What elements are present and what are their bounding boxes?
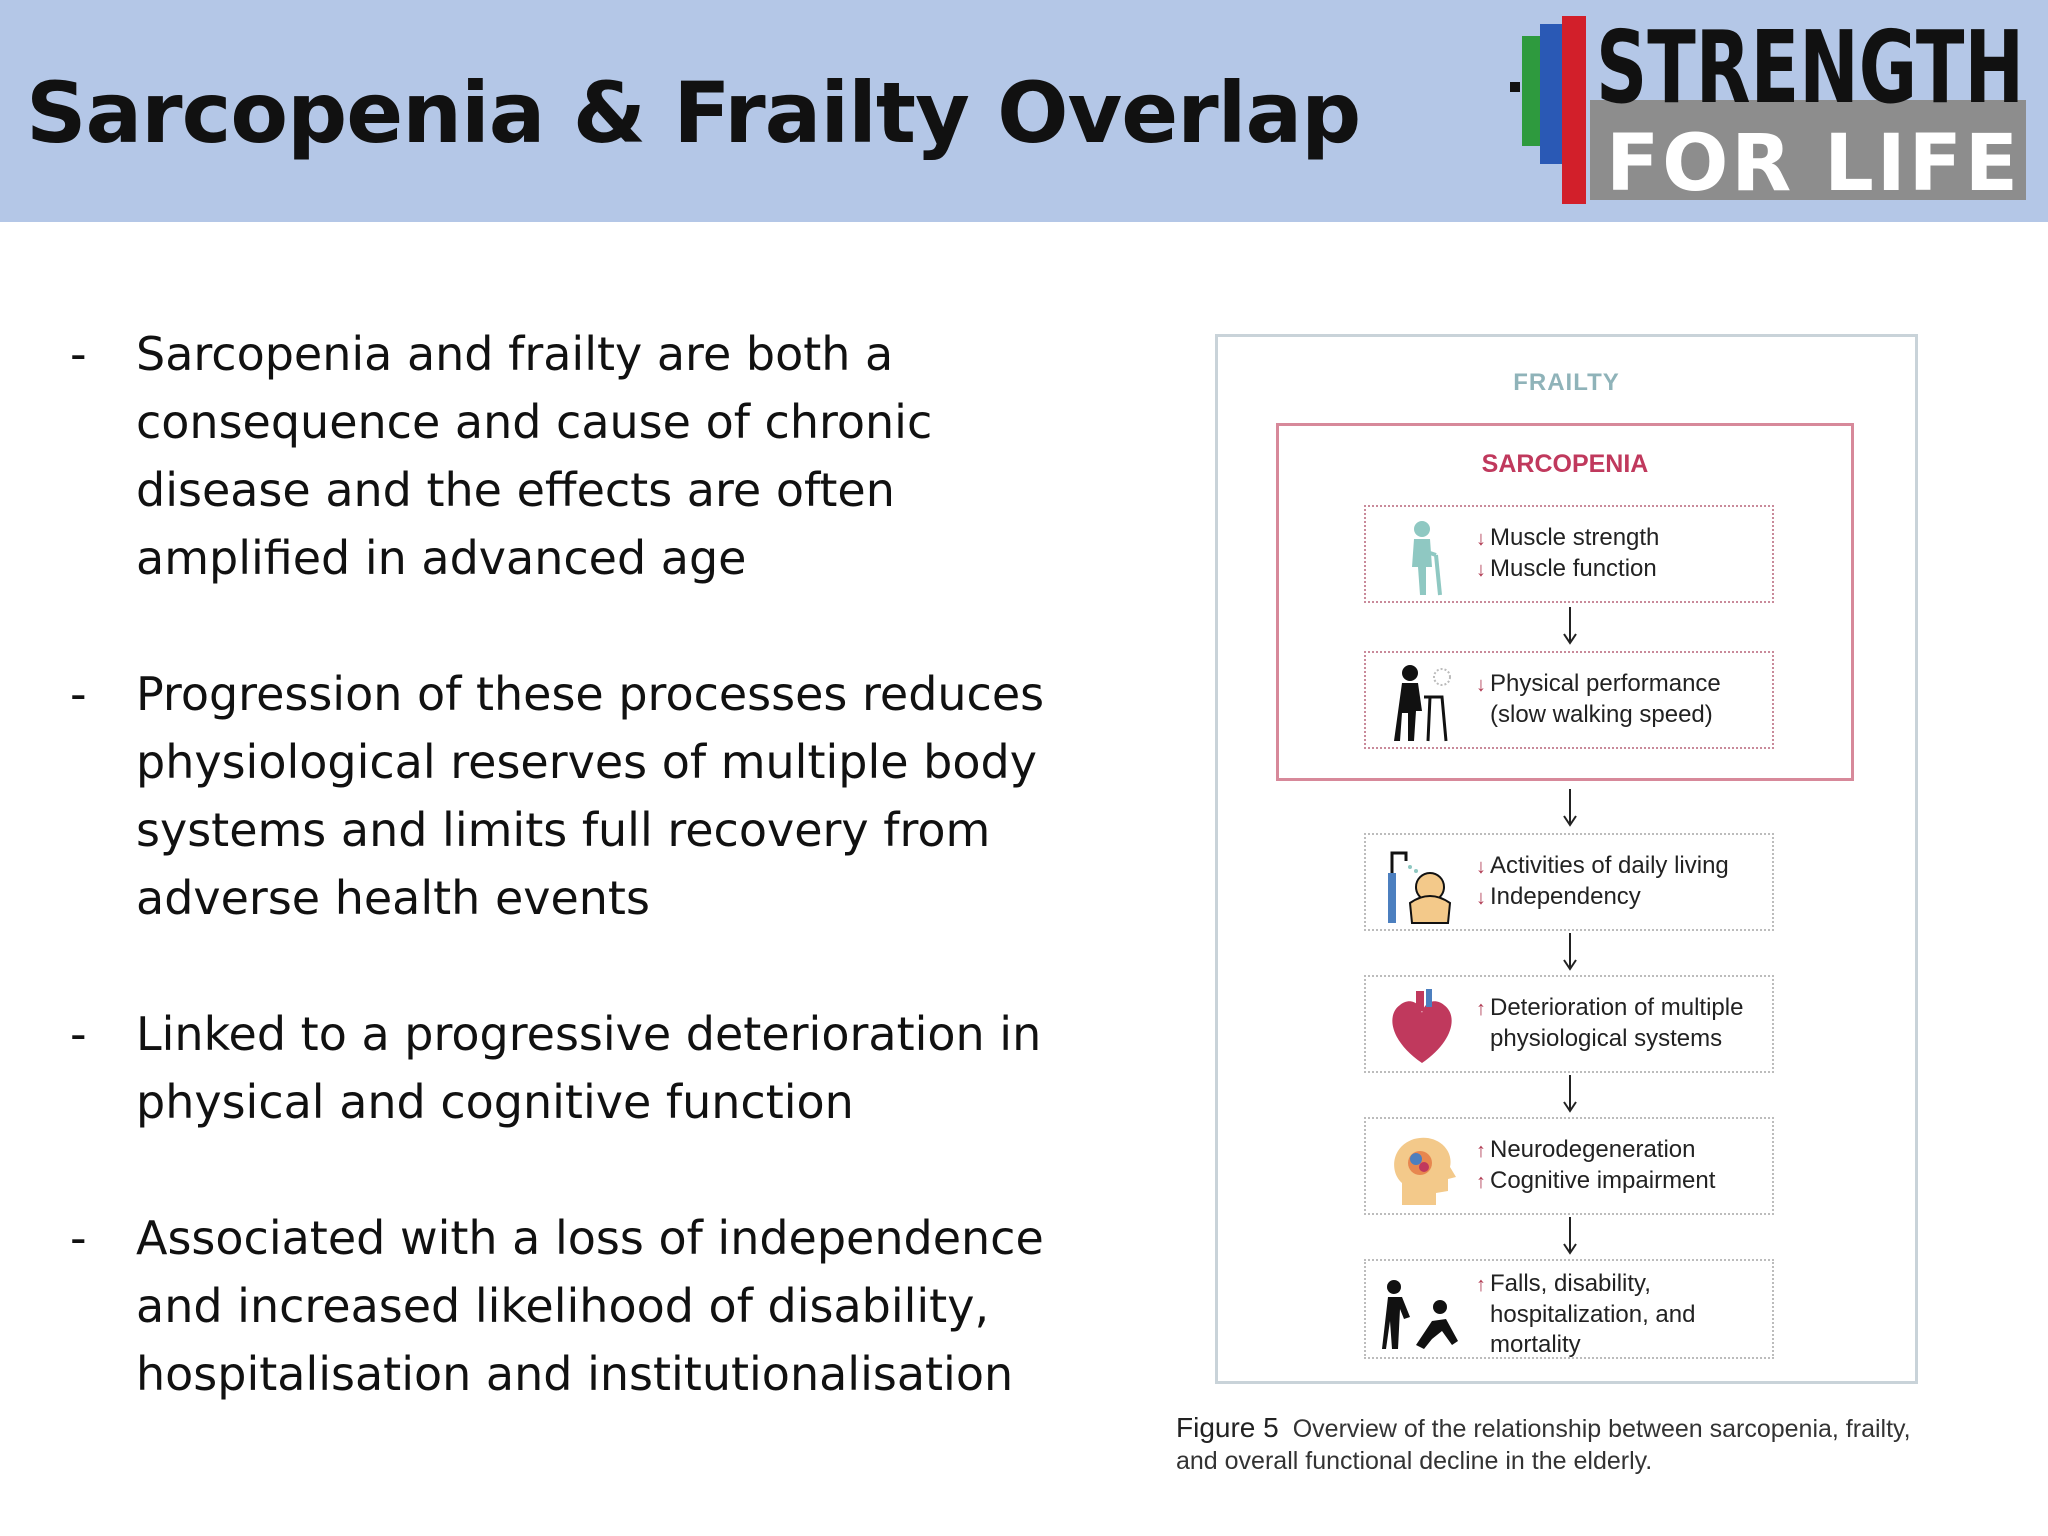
up-arrow-icon: ↑ [1476, 1140, 1486, 1162]
frailty-label: FRAILTY [1513, 369, 1620, 396]
step-line-text: Deterioration of multiple [1490, 994, 1744, 1021]
step-text [1476, 1269, 1772, 1360]
down-arrow-icon: ↓ [1476, 559, 1486, 581]
bullet-item [70, 1000, 1070, 1136]
flow-arrow-icon [1562, 933, 1578, 971]
step-line-text: Activities of daily living [1490, 852, 1729, 879]
step-text [1476, 669, 1772, 730]
down-arrow-icon: ↓ [1476, 887, 1486, 909]
caption-text: Overview of the relationship between sarcopenia, frailty, and overall functional decline in the elderly. [1176, 1415, 1911, 1475]
step-cognitive [1364, 1117, 1774, 1215]
bullet-list [70, 320, 1070, 1476]
step-line [1476, 700, 1772, 730]
caption-label: Figure 5 [1176, 1412, 1279, 1443]
flow-arrow-icon [1562, 789, 1578, 827]
step-line-text: mortality [1490, 1331, 1581, 1358]
step-line [1476, 851, 1772, 882]
step-line-text: physiological systems [1490, 1025, 1723, 1052]
step-line [1476, 1024, 1772, 1054]
bullet-text: Sarcopenia and frailty are both a consequence and cause of chronic disease and the effects are often amplified in advanced age [136, 327, 933, 585]
step-physical-performance [1364, 651, 1774, 749]
figure-caption [1176, 1412, 1956, 1477]
step-line [1476, 1135, 1772, 1166]
step-text [1476, 851, 1772, 913]
logo-strength-text: STRENGTH [1596, 14, 2024, 126]
walker-icon [1380, 661, 1464, 745]
down-arrow-icon: ↓ [1476, 856, 1486, 878]
step-line [1476, 554, 1772, 585]
flow-arrow-icon [1562, 1217, 1578, 1255]
step-line [1476, 1300, 1772, 1330]
step-text [1476, 1135, 1772, 1197]
step-line-text: Muscle strength [1490, 524, 1660, 551]
step-muscle [1364, 505, 1774, 603]
step-daily-living [1364, 833, 1774, 931]
step-line-text: Falls, disability, [1490, 1270, 1651, 1297]
brain-head-icon [1380, 1127, 1464, 1211]
bullet-marker: - [70, 1007, 87, 1061]
step-line [1476, 1166, 1772, 1197]
up-arrow-icon: ↑ [1476, 998, 1486, 1020]
step-line-text: Neurodegeneration [1490, 1136, 1696, 1163]
sarcopenia-label: SARCOPENIA [1481, 450, 1649, 478]
step-falls [1364, 1259, 1774, 1359]
step-line [1476, 523, 1772, 554]
up-arrow-icon: ↑ [1476, 1171, 1486, 1193]
down-arrow-icon: ↓ [1476, 674, 1486, 696]
step-deterioration [1364, 975, 1774, 1073]
title-bar [0, 0, 2048, 222]
step-line [1476, 993, 1772, 1024]
bullet-text: Progression of these processes reduces physiological reserves of multiple body systems and limits full recovery from adverse health events [136, 667, 1045, 925]
shower-icon [1380, 843, 1464, 927]
step-text [1476, 993, 1772, 1054]
elderly-cane-icon [1380, 515, 1464, 599]
up-arrow-icon: ↑ [1476, 1274, 1486, 1296]
step-line-text: Cognitive impairment [1490, 1167, 1716, 1194]
bullet-text: Associated with a loss of independence and increased likelihood of disability, hospitalisation and institutionalisation [136, 1211, 1044, 1401]
step-line-text: Muscle function [1490, 555, 1657, 582]
step-line-text: Physical performance [1490, 670, 1721, 697]
step-line-text: hospitalization, and [1490, 1301, 1696, 1328]
step-line [1476, 1269, 1772, 1300]
bullet-text: Linked to a progressive deterioration in physical and cognitive function [136, 1007, 1042, 1129]
frailty-diagram [1215, 334, 1918, 1384]
slide-title: Sarcopenia & Frailty Overlap [26, 64, 1361, 162]
down-arrow-icon: ↓ [1476, 528, 1486, 550]
step-line-text: Independency [1490, 883, 1641, 910]
bullet-item [70, 320, 1070, 592]
step-line [1476, 882, 1772, 913]
step-line [1476, 669, 1772, 700]
bullet-marker: - [70, 1211, 87, 1265]
heart-icon [1380, 985, 1464, 1069]
bullet-marker: - [70, 667, 87, 721]
step-line-text: (slow walking speed) [1490, 701, 1713, 728]
bullet-item [70, 660, 1070, 932]
fall-icon [1380, 1269, 1464, 1353]
strength-for-life-logo [1510, 14, 2030, 206]
bullet-item [70, 1204, 1070, 1408]
step-text [1476, 523, 1772, 585]
bullet-marker: - [70, 327, 87, 381]
logo-for-life-text: FOR LIFE [1606, 119, 2018, 206]
flow-arrow-icon [1562, 1075, 1578, 1113]
flow-arrow-icon [1562, 607, 1578, 645]
step-line [1476, 1330, 1772, 1360]
